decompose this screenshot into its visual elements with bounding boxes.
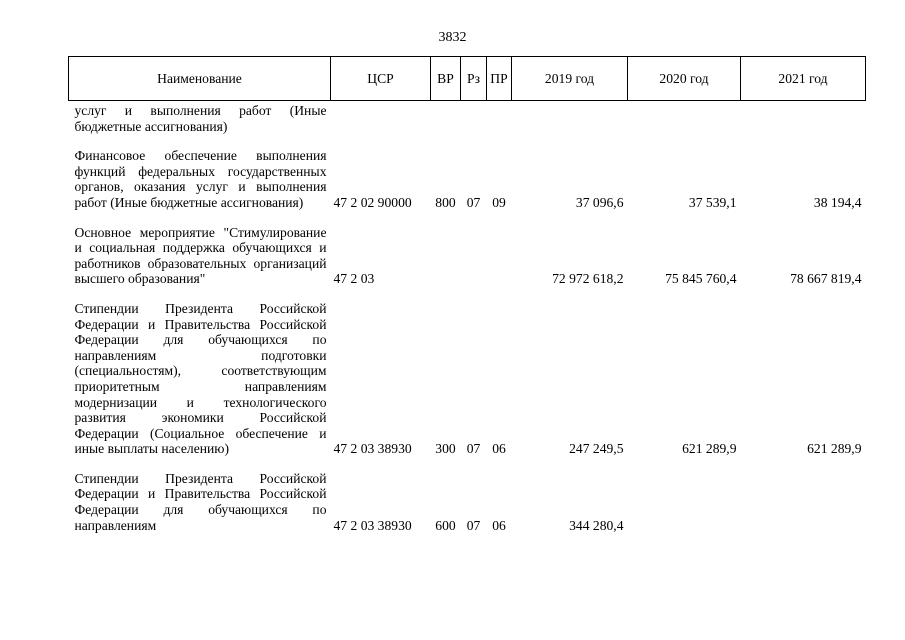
row-pr: 06 — [492, 441, 506, 457]
row-vr: 800 — [435, 194, 456, 210]
row-value-2019 — [512, 101, 628, 135]
row-csr: 47 2 02 90000 — [333, 194, 412, 210]
row-value-2021: 38 194,4 — [813, 194, 862, 210]
row-rz — [461, 101, 487, 135]
table-row — [69, 225, 866, 287]
row-csr: 47 2 03 — [333, 271, 375, 287]
table-row — [69, 101, 866, 135]
row-value-2019: 72 972 618,2 — [552, 271, 624, 287]
header-year-2020: 2020 год — [628, 57, 741, 101]
row-rz: 07 — [466, 517, 481, 533]
row-value-2020: 75 845 760,4 — [665, 271, 737, 287]
row-pr: 06 — [492, 517, 506, 533]
row-value-2020 — [628, 101, 741, 135]
row-name: Стипендии Президента Российской Федерации и Правительства Российской Федерации для обучающихся по направлениям — [74, 470, 327, 533]
row-name: услуг и выполнения работ (Иные бюджетные ассигнования) — [74, 103, 327, 134]
row-pr — [487, 101, 512, 135]
row-name: Стипендии Президента Российской Федерации и Правительства Российской Федерации для обучающихся по направлениям подготовки (специальностям), соответствующим приоритетным направлениям модернизации и технологического развития экономики Российской Федерации (Социальное обеспечение и иные выплаты населению) — [74, 300, 327, 457]
budget-table — [68, 56, 866, 533]
row-value-2019: 247 249,5 — [569, 441, 624, 457]
header-name: Наименование — [69, 57, 331, 101]
row-pr: 09 — [492, 194, 506, 210]
page-number: 3832 — [438, 30, 467, 45]
row-rz — [461, 225, 487, 287]
table-row — [69, 471, 866, 533]
row-rz: 07 — [466, 194, 481, 210]
row-value-2020 — [628, 471, 741, 533]
header-rz: Рз — [461, 57, 487, 101]
row-csr: 47 2 03 38930 — [333, 441, 412, 457]
row-name: Финансовое обеспечение выполнения функций федеральных государственных органов, оказания услуг и выполнения работ (Иные бюджетные ассигнования) — [74, 148, 327, 210]
header-pr: ПР — [487, 57, 512, 101]
header-vr: ВР — [431, 57, 461, 101]
row-value-2021: 78 667 819,4 — [790, 271, 862, 287]
row-value-2020: 37 539,1 — [688, 194, 737, 210]
table-row — [69, 148, 866, 210]
table-header-row — [69, 57, 866, 101]
row-value-2021 — [741, 101, 866, 135]
row-vr: 600 — [435, 517, 456, 533]
header-csr: ЦСР — [331, 57, 431, 101]
row-rz: 07 — [466, 441, 481, 457]
row-value-2019: 37 096,6 — [575, 194, 624, 210]
row-pr — [487, 225, 512, 287]
row-name: Основное мероприятие "Стимулирование и социальная поддержка обучающихся и работников образовательных организаций высшего образования" — [74, 224, 327, 287]
row-csr: 47 2 03 38930 — [333, 517, 412, 533]
row-vr — [431, 225, 461, 287]
row-value-2021: 621 289,9 — [807, 441, 862, 457]
table-row — [69, 301, 866, 457]
row-value-2020: 621 289,9 — [682, 441, 737, 457]
row-vr — [431, 101, 461, 135]
row-csr — [331, 101, 431, 135]
header-year-2019: 2019 год — [512, 57, 628, 101]
row-vr: 300 — [435, 441, 456, 457]
row-value-2021 — [741, 471, 866, 533]
header-year-2021: 2021 год — [741, 57, 866, 101]
row-value-2019: 344 280,4 — [569, 517, 624, 533]
